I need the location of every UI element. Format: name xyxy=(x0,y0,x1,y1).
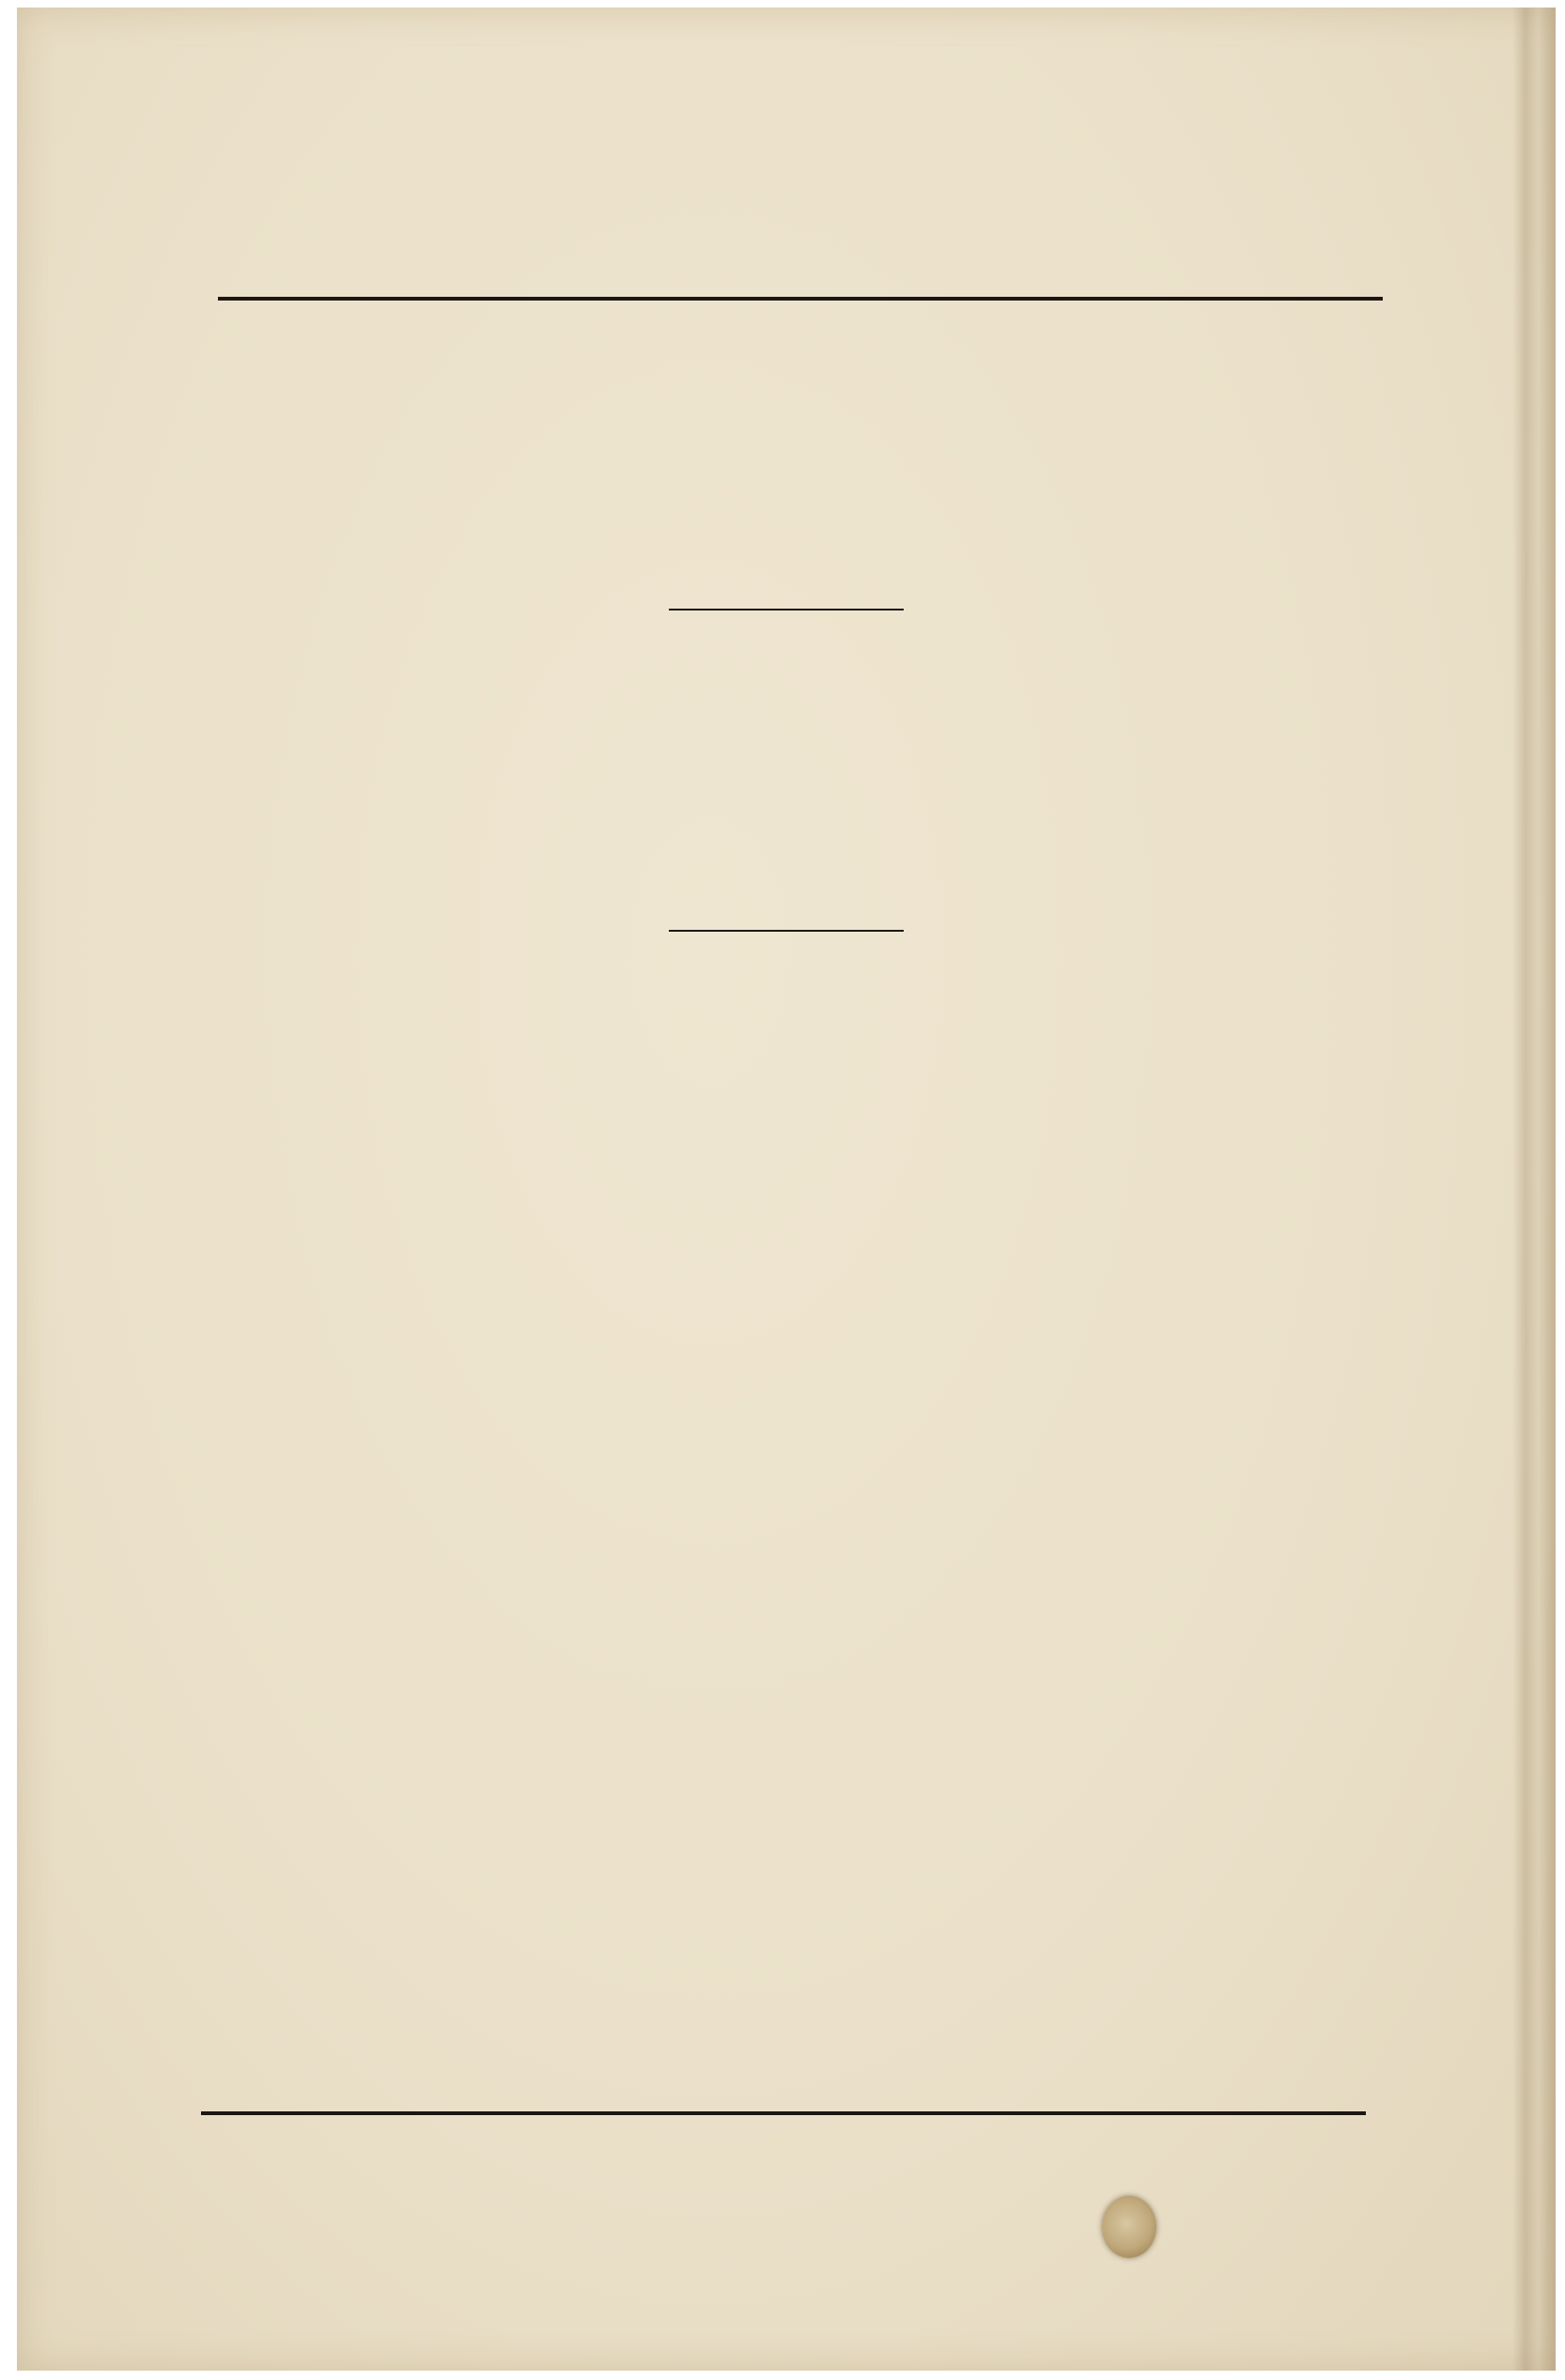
divider-rule-2 xyxy=(669,930,904,932)
punch-hole xyxy=(1102,2196,1156,2258)
bottom-border-rule xyxy=(201,2111,1366,2115)
top-border-rule xyxy=(218,297,1383,301)
divider-rule-1 xyxy=(669,609,904,610)
poster-sheet xyxy=(17,8,1556,2371)
paper-fold-shadow xyxy=(1512,8,1556,2371)
